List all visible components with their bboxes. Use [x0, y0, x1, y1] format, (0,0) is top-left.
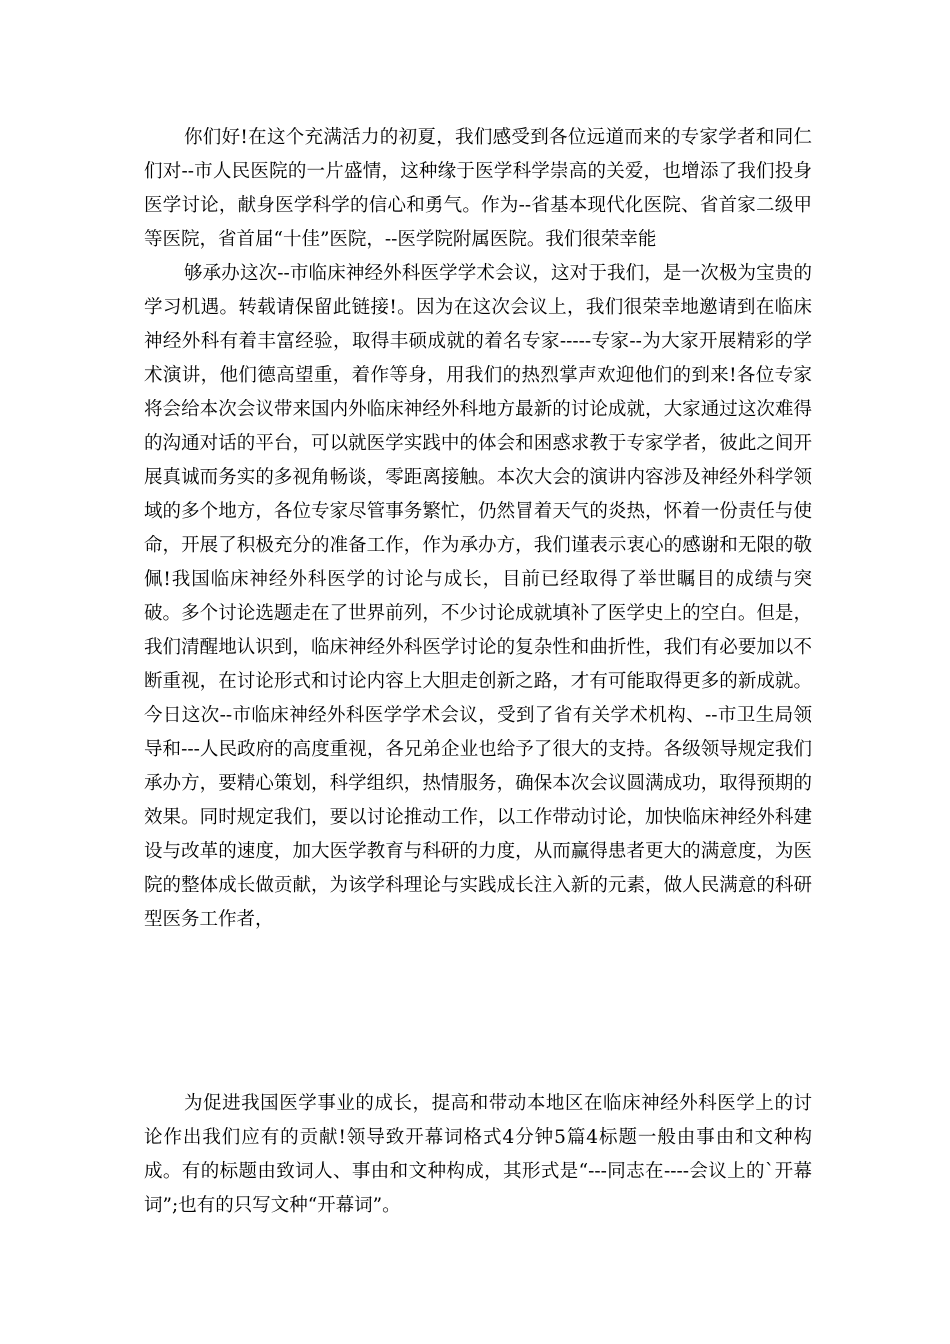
- paragraph-text: 你们好!在这个充满活力的初夏，我们感受到各位远道而来的专家学者和同仁们对--市人民医院的一片盛情，这种缘于医学科学崇高的关爱，也增添了我们投身医学讨论，献身医学科学的信心和勇气。作为--省基本现代化医院、省首家二级甲等医院，省首届“十佳”医院，--医学院附属医院。我们很荣幸能: [144, 127, 812, 250]
- paragraph-2: [144, 257, 812, 937]
- paragraph-text: 够承办这次--市临床神经外科医学学术会议，这对于我们，是一次极为宝贵的学习机遇。转载请保留此链接!。因为在这次会议上，我们很荣幸地邀请到在临床神经外科有着丰富经验，取得丰硕成就的着名专家-----专家--为大家开展精彩的学术演讲，他们德高望重，着作等身，用我们的热烈掌声欢迎他们的到来!各位专家将会给本次会议带来国内外临床神经外科地方最新的讨论成就，大家通过这次难得的沟通对话的平台，可以就医学实践中的体会和困惑求教于专家学者，彼此之间开展真诚而务实的多视角畅谈，零距离接触。本次大会的演讲内容涉及神经外科学领域的多个地方，各位专家尽管事务繁忙，仍然冒着天气的炎热，怀着一份责任与使命，开展了积极充分的准备工作，作为承办方，我们谨表示衷心的感谢和无限的敬佩!我国临床神经外科医学的讨论与成长，目前已经取得了举世瞩目的成绩与突破。多个讨论选题走在了世界前列，不少讨论成就填补了医学史上的空白。但是，我们清醒地认识到，临床神经外科医学讨论的复杂性和曲折性，我们有必要加以不断重视，在讨论形式和讨论内容上大胆走创新之路，才有可能取得更多的新成就。今日这次--市临床神经外科医学学术会议，受到了省有关学术机构、--市卫生局领导和---人民政府的高度重视，各兄弟企业也给予了很大的支持。各级领导规定我们承办方，要精心策划，科学组织，热情服务，确保本次会议圆满成功，取得预期的效果。同时规定我们，要以讨论推动工作，以工作带动讨论，加快临床神经外科建设与改革的速度，加大医学教育与科研的力度，从而赢得患者更大的满意度，为医院的整体成长做贡献，为该学科理论与实践成长注入新的元素，做人民满意的科研型医务工作者，: [144, 263, 812, 930]
- paragraph-3: [144, 1087, 812, 1223]
- paragraph-text: 为促进我国医学事业的成长，提高和带动本地区在临床神经外科医学上的讨论作出我们应有的贡献!领导致开幕词格式4分钟5篇4标题一般由事由和文种构成。有的标题由致词人、事由和文种构成，其形式是“---同志在----会议上的`开幕词”;也有的只写文种“开幕词”。: [144, 1093, 812, 1216]
- paragraph-1: [144, 121, 812, 257]
